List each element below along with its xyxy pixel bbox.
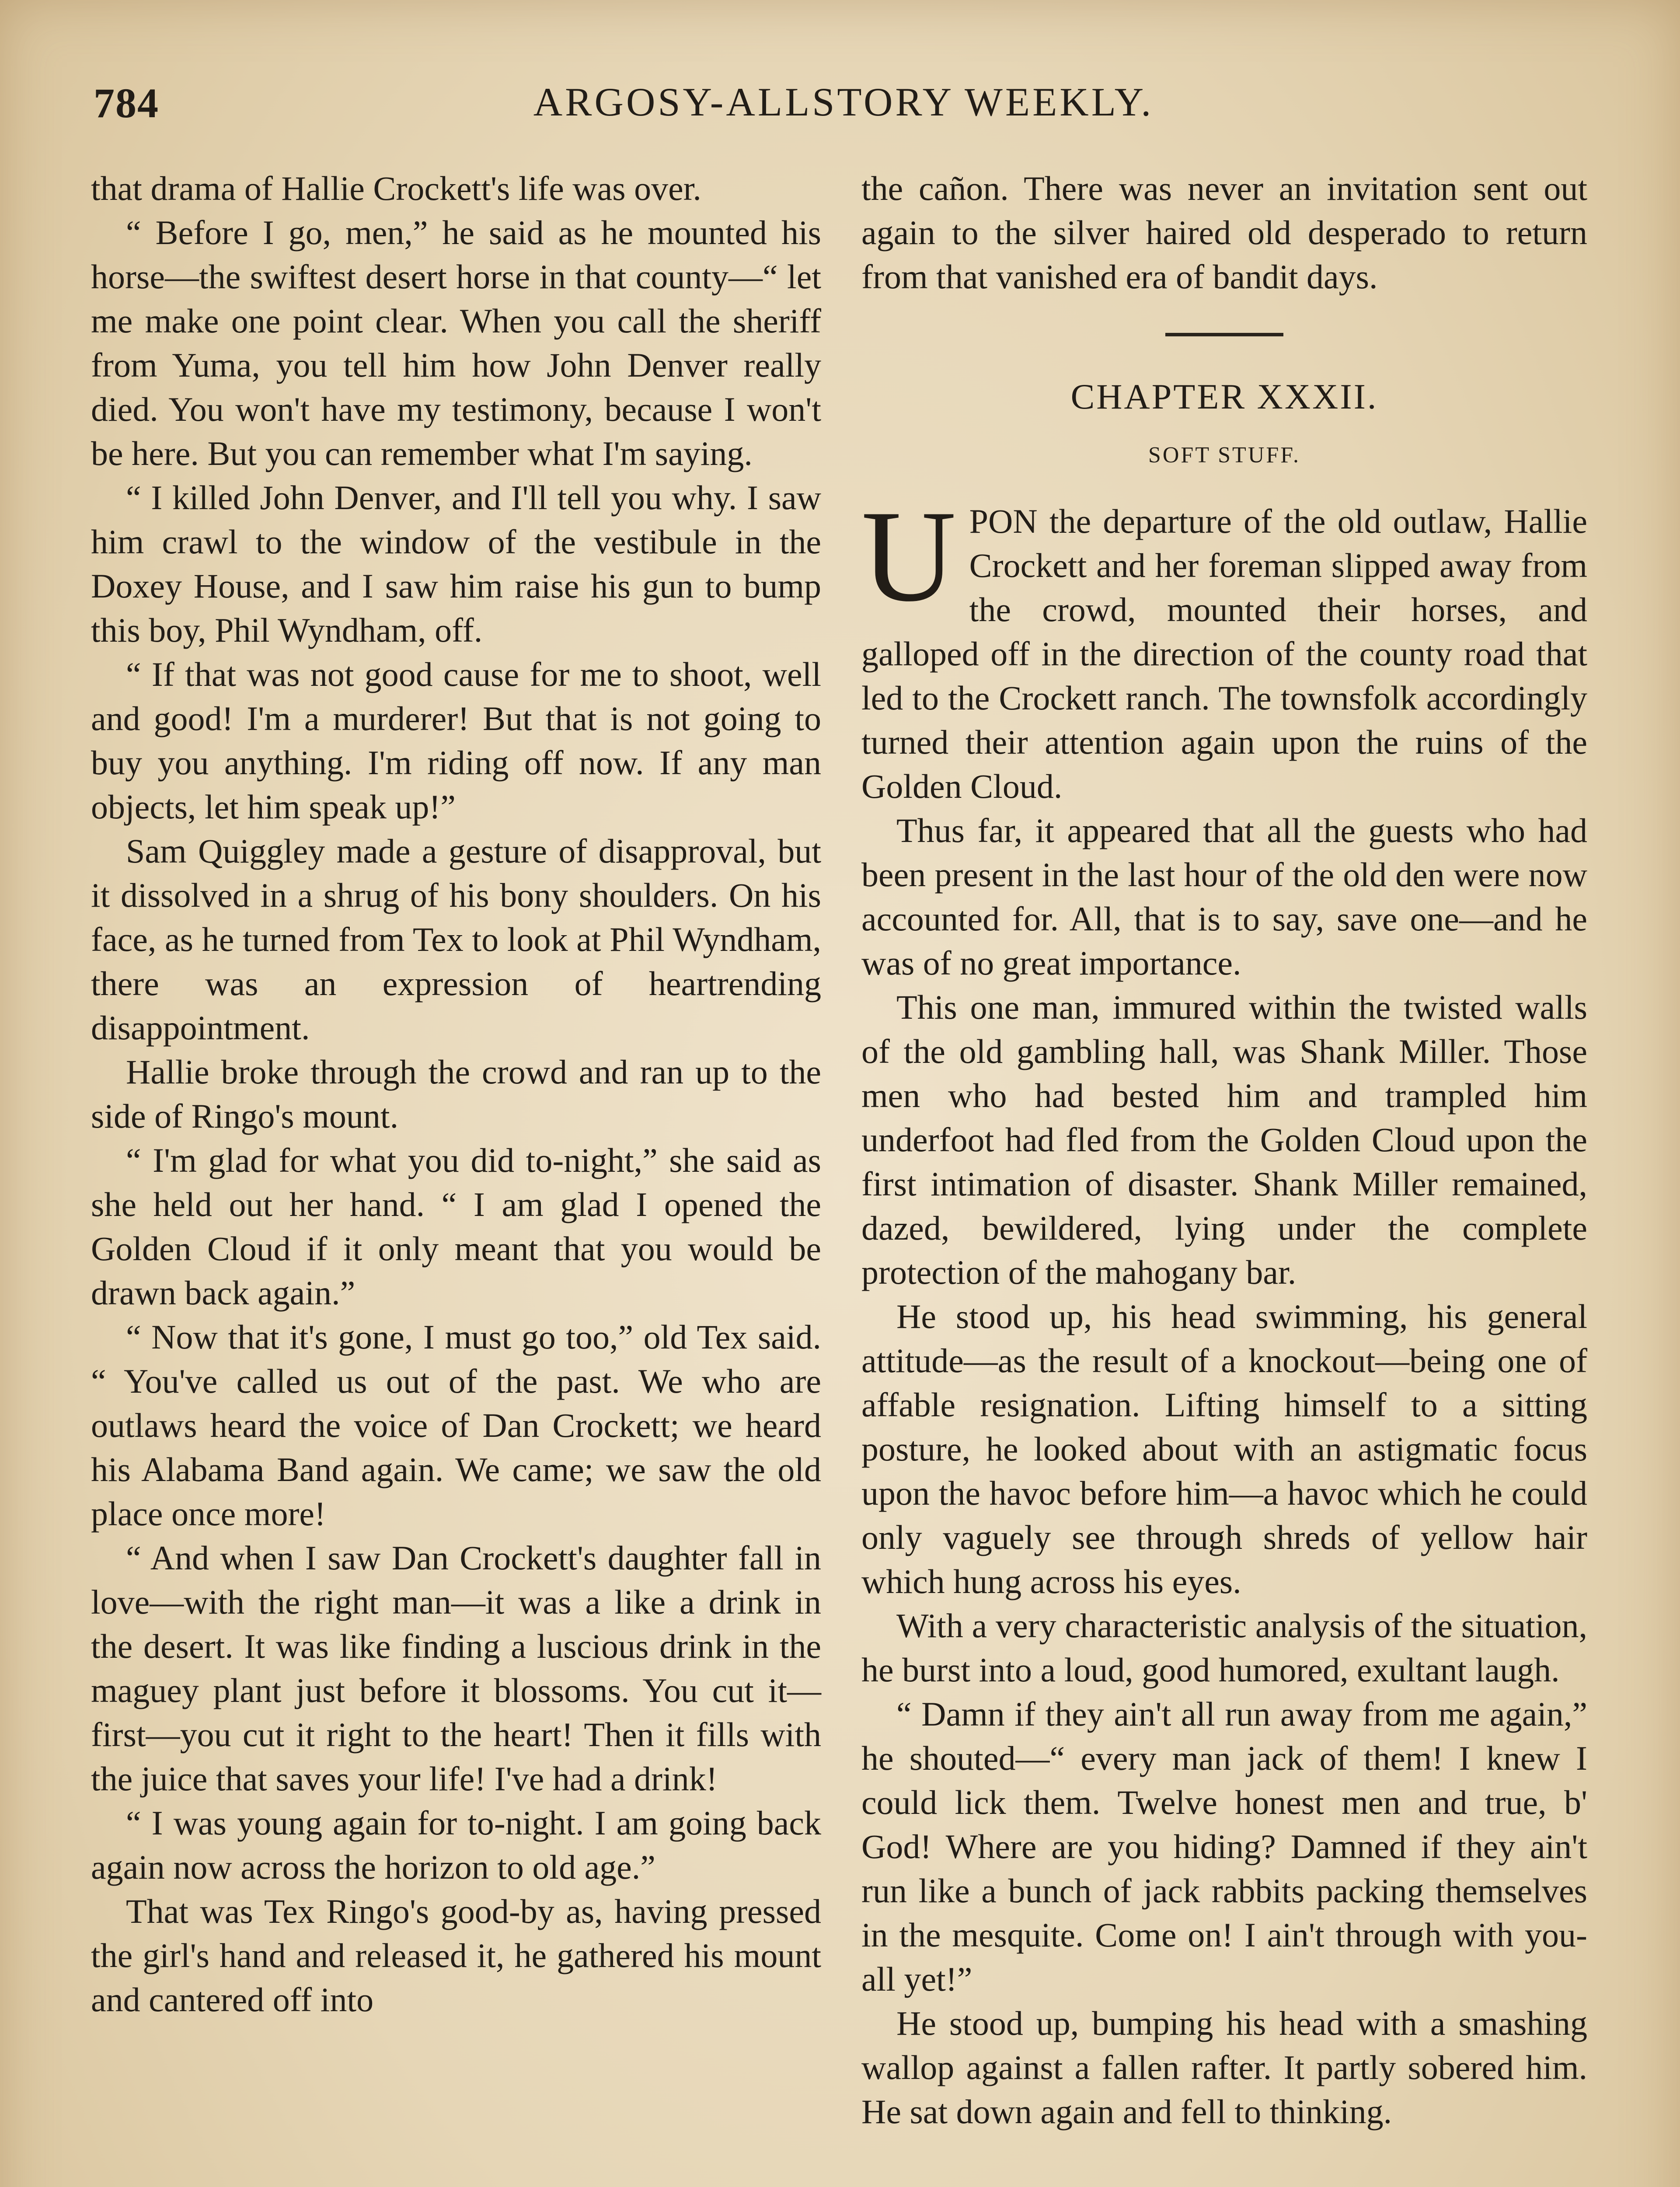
paragraph: He stood up, his head swimming, his general attitude—as the result of a knockout—being one of affable resignation. Lifting himself to a sitting posture, he looked about with an astigmatic focus upon the havoc before him—a havoc which he could only vaguely see through shreds of yellow hair which hung across his eyes.	[861, 1297, 1587, 1600]
chapter-title: CHAPTER XXXII.	[1070, 377, 1378, 416]
paragraph: He stood up, bumping his head with a smashing wallop against a fallen rafter. It partly sobered him. He sat down again and fell to thinking.	[861, 2004, 1587, 2131]
paragraph: With a very characteristic analysis of the situation, he burst into a loud, good humored, exultant laugh.	[861, 1607, 1587, 1689]
chapter-opening-paragraph	[861, 483, 1587, 808]
paragraph: That was Tex Ringo's good-by as, having pressed the girl's hand and released it, he gathered his mount and cantered off into	[91, 1892, 821, 2019]
running-title: ARGOSY-ALLSTORY WEEKLY.	[533, 80, 1154, 124]
paragraph: “ I killed John Denver, and I'll tell you why. I saw him crawl to the window of the vestibule in the Doxey House, and I saw him raise his gun to bump this boy, Phil Wyndham, off.	[91, 479, 821, 649]
paragraph: Hallie broke through the crowd and ran up to the side of Ringo's mount.	[91, 1053, 821, 1135]
page-header	[94, 79, 1593, 140]
section-divider	[1165, 333, 1283, 336]
paragraph: “ Now that it's gone, I must go too,” old Tex said. “ You've called us out of the past. We who are outlaws heard the voice of Dan Crockett; we heard his Alabama Band again. We came; we saw the old place once more!	[91, 1318, 821, 1533]
drop-cap: U	[861, 483, 956, 629]
paragraph: “ If that was not good cause for me to shoot, well and good! I'm a murderer! But that is not going to buy you anything. I'm riding off now. If any man objects, let him speak up!”	[91, 655, 821, 826]
left-column	[91, 166, 821, 2022]
paragraph: “ Before I go, men,” he said as he mounted his horse—the swiftest desert horse in that county—“ let me make one point clear. When you call the sheriff from Yuma, you tell him how John Denver really died. You won't have my testimony, because I won't be here. But you can remember what I'm saying.	[91, 213, 821, 472]
paragraph: that drama of Hallie Crockett's life was over.	[91, 169, 701, 207]
paragraph: Thus far, it appeared that all the guests who had been present in the last hour of the old den were now accounted for. All, that is to say, save one—and he was of no great importance.	[861, 811, 1587, 982]
paragraph: Sam Quiggley made a gesture of disapproval, but it dissolved in a shrug of his bony shoulders. On his face, as he turned from Tex to look at Phil Wyndham, there was an expression of heartrending disappointment.	[91, 832, 821, 1047]
page-number: 784	[94, 80, 159, 126]
paragraph: This one man, immured within the twisted walls of the old gambling hall, was Shank Miller. Those men who had bested him and trampled him underfoot had fled from the Golden Cloud upon the first intimation of disaster. Shank Miller remained, dazed, bewildered, lying under the complete protection of the mahogany bar.	[861, 988, 1587, 1291]
paragraph: “ I was young again for to-night. I am going back again now across the horizon to old age.”	[91, 1804, 821, 1886]
paragraph: “ I'm glad for what you did to-night,” she said as she held out her hand. “ I am glad I opened the Golden Cloud if it only meant that you would be drawn back again.”	[91, 1141, 821, 1312]
right-column	[861, 166, 1587, 2134]
paragraph: “ And when I saw Dan Crockett's daughter fall in love—with the right man—it was a like a drink in the desert. It was like finding a luscious drink in the maguey plant just before it blossoms. You cut it—first—you cut it right to the heart! Then it fills with the juice that saves your life! I've had a drink!	[91, 1539, 821, 1798]
chapter-subtitle: SOFT STUFF.	[1148, 443, 1301, 468]
paragraph: “ Damn if they ain't all run away from me again,” he shouted—“ every man jack of them! I knew I could lick them. Twelve honest men and true, b' God! Where are you hiding? Damned if they ain't run like a bunch of jack rabbits packing themselves in the mesquite. Come on! I ain't through with you-all yet!”	[861, 1695, 1587, 1998]
paragraph: the cañon. There was never an invitation sent out again to the silver haired old desperado to return from that vanished era of bandit days.	[861, 169, 1587, 296]
opening-text: PON the departure of the old outlaw, Hallie Crockett and her foreman slipped away from the crowd, mounted their horses, and galloped off in the direction of the county road that led to the Crockett ranch. The townsfolk accordingly turned their attention again upon the ruins of the Golden Cloud.	[861, 502, 1587, 805]
